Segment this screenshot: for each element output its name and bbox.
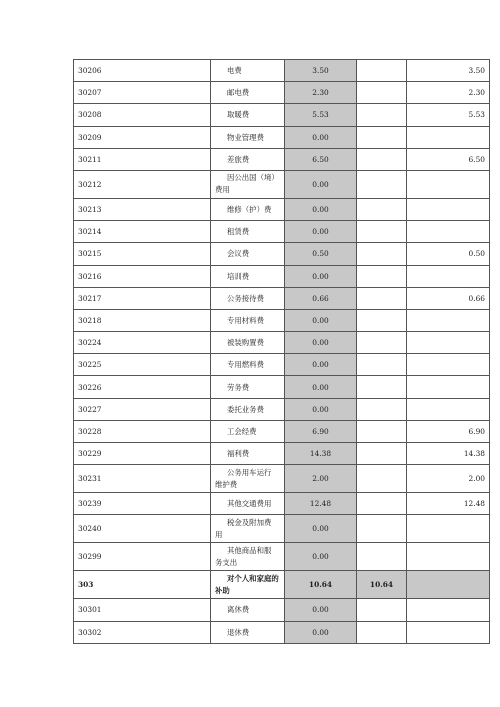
- row-basic: [357, 309, 407, 331]
- table-row: [74, 543, 490, 571]
- row-basic: [357, 599, 407, 621]
- row-code: 30231: [74, 465, 211, 493]
- row-name: [211, 265, 285, 287]
- row-name: [211, 571, 285, 599]
- row-basic: [357, 515, 407, 543]
- table-row: [74, 221, 490, 243]
- table-row: [74, 571, 490, 599]
- row-basic: [357, 465, 407, 493]
- row-code: 303: [74, 571, 211, 599]
- row-name-text: 物业管理费: [227, 132, 264, 142]
- row-code: 30227: [74, 398, 211, 420]
- row-project: 5.53: [407, 104, 490, 126]
- row-code: 30216: [74, 265, 211, 287]
- row-name-text: 被装购置费: [227, 338, 264, 348]
- row-total: 6.50: [285, 148, 357, 170]
- row-basic: [357, 287, 407, 309]
- table-row: [74, 398, 490, 420]
- row-basic: [357, 420, 407, 442]
- row-code: 30212: [74, 170, 211, 198]
- row-project: 6.50: [407, 148, 490, 170]
- row-name: [211, 309, 285, 331]
- row-basic: [357, 443, 407, 465]
- row-total: 14.38: [285, 443, 357, 465]
- row-total: 12.48: [285, 493, 357, 515]
- row-code: 30301: [74, 599, 211, 621]
- row-name-text: 委托业务费: [227, 404, 264, 414]
- row-project: 2.30: [407, 82, 490, 104]
- row-project: [407, 265, 490, 287]
- table-row: [74, 599, 490, 621]
- row-name-text: 退休费: [227, 627, 250, 637]
- row-total: 0.00: [285, 221, 357, 243]
- table-row: [74, 148, 490, 170]
- row-code: 30229: [74, 443, 211, 465]
- budget-table-body: [74, 60, 490, 644]
- row-project: [407, 170, 490, 198]
- row-code: 30239: [74, 493, 211, 515]
- row-project: [407, 354, 490, 376]
- row-name-line1: 因公出国（境）: [227, 173, 279, 183]
- row-name-line1: 税金及附加费: [227, 517, 272, 527]
- table-row: [74, 243, 490, 265]
- row-name-line2: 费用: [215, 185, 230, 195]
- row-project: [407, 543, 490, 571]
- row-basic: [357, 221, 407, 243]
- row-total: 0.00: [285, 198, 357, 220]
- table-row: [74, 104, 490, 126]
- row-name: [211, 332, 285, 354]
- row-project: [407, 515, 490, 543]
- row-code: 30240: [74, 515, 211, 543]
- row-name-line1: 其他商品和服: [227, 545, 272, 555]
- table-row: [74, 354, 490, 376]
- table-row: [74, 376, 490, 398]
- row-name-text: 劳务费: [227, 382, 250, 392]
- row-project: [407, 376, 490, 398]
- table-row: [74, 332, 490, 354]
- row-code: 30217: [74, 287, 211, 309]
- row-total: 0.66: [285, 287, 357, 309]
- row-code: 30211: [74, 148, 211, 170]
- table-row: [74, 493, 490, 515]
- row-basic: [357, 493, 407, 515]
- row-total: 0.00: [285, 309, 357, 331]
- row-name: [211, 443, 285, 465]
- row-name-text: 取暖费: [227, 110, 250, 120]
- row-basic: [357, 170, 407, 198]
- row-basic: 10.64: [357, 571, 407, 599]
- row-name: [211, 243, 285, 265]
- row-name: [211, 126, 285, 148]
- row-basic: [357, 82, 407, 104]
- row-basic: [357, 354, 407, 376]
- row-code: 30299: [74, 543, 211, 571]
- row-name-line2: 务支出: [215, 557, 238, 567]
- row-project: 2.00: [407, 465, 490, 493]
- row-name: [211, 82, 285, 104]
- row-project: 0.50: [407, 243, 490, 265]
- row-code: 30226: [74, 376, 211, 398]
- row-name-text: 租赁费: [227, 227, 250, 237]
- table-row: [74, 265, 490, 287]
- row-name-line1: 公务用车运行: [227, 467, 272, 477]
- row-basic: [357, 126, 407, 148]
- table-row: [74, 309, 490, 331]
- row-project: 12.48: [407, 493, 490, 515]
- row-basic: [357, 543, 407, 571]
- row-basic: [357, 332, 407, 354]
- row-name: [211, 148, 285, 170]
- row-code: 30207: [74, 82, 211, 104]
- table-row: [74, 465, 490, 493]
- row-code: 30224: [74, 332, 211, 354]
- row-total: 0.00: [285, 376, 357, 398]
- row-name: [211, 354, 285, 376]
- row-total: 2.00: [285, 465, 357, 493]
- row-total: 0.00: [285, 126, 357, 148]
- row-basic: [357, 265, 407, 287]
- row-name: [211, 515, 285, 543]
- row-project: [407, 599, 490, 621]
- table-row: [74, 287, 490, 309]
- row-total: 0.00: [285, 398, 357, 420]
- row-basic: [357, 621, 407, 643]
- row-total: 6.90: [285, 420, 357, 442]
- row-total: 10.64: [285, 571, 357, 599]
- row-basic: [357, 376, 407, 398]
- row-name: [211, 221, 285, 243]
- row-project: [407, 332, 490, 354]
- row-total: 0.50: [285, 243, 357, 265]
- row-name-line2: 用: [215, 529, 223, 539]
- row-code: 30218: [74, 309, 211, 331]
- row-basic: [357, 398, 407, 420]
- row-code: 30213: [74, 198, 211, 220]
- row-code: 30225: [74, 354, 211, 376]
- row-code: 30214: [74, 221, 211, 243]
- row-name: [211, 599, 285, 621]
- row-project: [407, 571, 490, 599]
- row-code: 30206: [74, 60, 211, 82]
- row-name-text: 邮电费: [227, 88, 250, 98]
- row-total: 0.00: [285, 354, 357, 376]
- row-total: 0.00: [285, 599, 357, 621]
- table-row: [74, 82, 490, 104]
- row-basic: [357, 104, 407, 126]
- row-name: [211, 493, 285, 515]
- row-basic: [357, 148, 407, 170]
- row-project: 3.50: [407, 60, 490, 82]
- row-total: 0.00: [285, 170, 357, 198]
- row-project: [407, 621, 490, 643]
- row-name: [211, 60, 285, 82]
- row-name: [211, 170, 285, 198]
- row-project: 6.90: [407, 420, 490, 442]
- row-name-line2: 维护费: [215, 479, 238, 489]
- row-project: [407, 126, 490, 148]
- row-name-text: 会议费: [227, 249, 250, 259]
- row-name-text: 培训费: [227, 271, 250, 281]
- row-basic: [357, 198, 407, 220]
- row-project: 0.66: [407, 287, 490, 309]
- row-name: [211, 420, 285, 442]
- row-code: 30302: [74, 621, 211, 643]
- table-row: [74, 170, 490, 198]
- row-name-line1: 对个人和家庭的: [227, 573, 279, 583]
- row-basic: [357, 243, 407, 265]
- row-name-line2: 补助: [215, 585, 230, 595]
- row-name: [211, 621, 285, 643]
- row-name-text: 维修（护）费: [227, 205, 272, 215]
- row-name-text: 专用材料费: [227, 315, 264, 325]
- table-row: [74, 621, 490, 643]
- row-name: [211, 104, 285, 126]
- row-total: 0.00: [285, 265, 357, 287]
- row-total: 0.00: [285, 515, 357, 543]
- table-row: [74, 420, 490, 442]
- row-name: [211, 287, 285, 309]
- row-name: [211, 198, 285, 220]
- row-project: [407, 398, 490, 420]
- table-row: [74, 126, 490, 148]
- row-code: 30228: [74, 420, 211, 442]
- row-total: 3.50: [285, 60, 357, 82]
- table-row: [74, 515, 490, 543]
- row-name-text: 公务接待费: [227, 293, 264, 303]
- row-name-text: 专用燃料费: [227, 360, 264, 370]
- row-code: 30209: [74, 126, 211, 148]
- row-total: 0.00: [285, 332, 357, 354]
- row-project: [407, 309, 490, 331]
- table-row: [74, 443, 490, 465]
- row-name: [211, 376, 285, 398]
- row-project: [407, 221, 490, 243]
- row-name: [211, 543, 285, 571]
- row-total: 0.00: [285, 621, 357, 643]
- row-name-text: 其他交通费用: [227, 499, 272, 509]
- row-name: [211, 398, 285, 420]
- budget-table: [73, 59, 490, 644]
- row-basic: [357, 60, 407, 82]
- row-name-text: 差旅费: [227, 154, 250, 164]
- table-row: [74, 198, 490, 220]
- row-code: 30215: [74, 243, 211, 265]
- row-project: 14.38: [407, 443, 490, 465]
- table-row: [74, 60, 490, 82]
- row-total: 0.00: [285, 543, 357, 571]
- row-total: 2.30: [285, 82, 357, 104]
- row-total: 5.53: [285, 104, 357, 126]
- row-name-text: 电费: [227, 66, 242, 76]
- row-name-text: 福利费: [227, 449, 250, 459]
- row-code: 30208: [74, 104, 211, 126]
- row-name-text: 离休费: [227, 605, 250, 615]
- row-project: [407, 198, 490, 220]
- row-name: [211, 465, 285, 493]
- row-name-text: 工会经费: [227, 426, 257, 436]
